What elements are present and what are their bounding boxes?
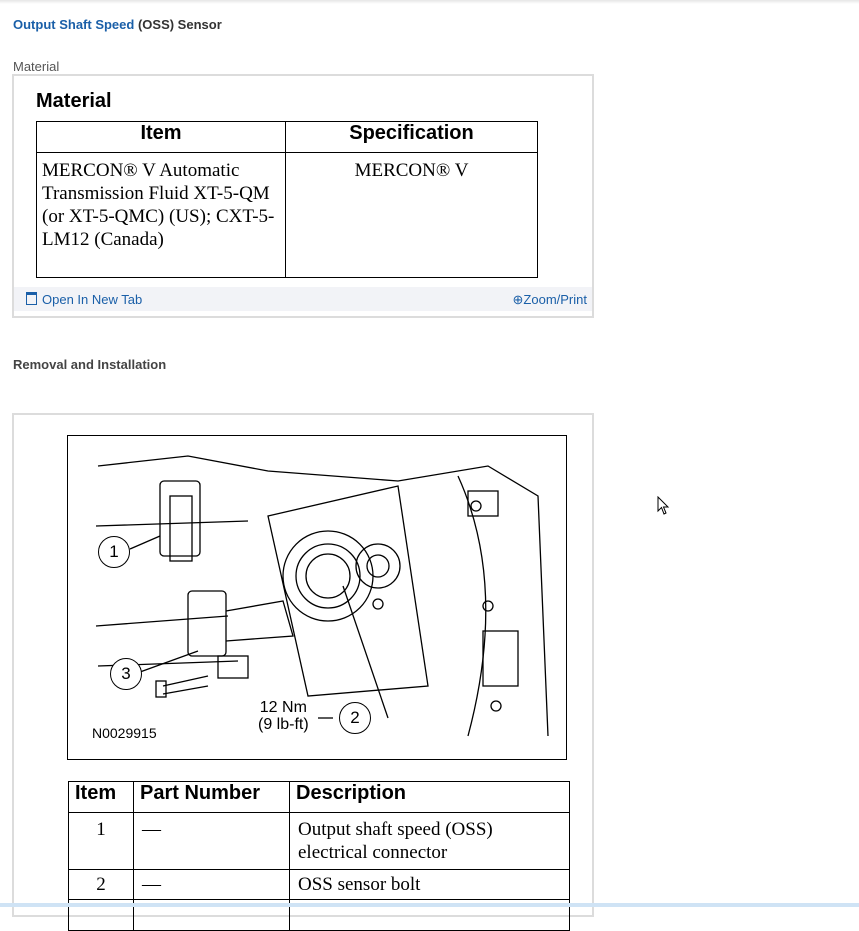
title-rest: (OSS) Sensor bbox=[134, 17, 222, 32]
table-row bbox=[69, 813, 570, 870]
transmission-drawing bbox=[68, 436, 566, 759]
desc-cell: OSS sensor bolt bbox=[290, 870, 570, 900]
item-cell: 2 bbox=[69, 870, 134, 900]
removal-panel bbox=[12, 413, 594, 917]
col-item: Item bbox=[69, 782, 134, 813]
page-title bbox=[13, 17, 222, 32]
title-link[interactable]: Output Shaft Speed bbox=[13, 17, 135, 32]
table-row bbox=[37, 153, 538, 278]
part-cell: — bbox=[134, 813, 290, 870]
parts-table bbox=[68, 781, 570, 931]
callout-2: 2 bbox=[339, 702, 371, 734]
zoom-print-link[interactable] bbox=[513, 292, 587, 308]
open-tab-label: Open In New Tab bbox=[42, 292, 143, 307]
callout-3: 3 bbox=[110, 658, 142, 690]
material-panel bbox=[12, 74, 594, 318]
item-cell: 1 bbox=[69, 813, 134, 870]
panel-footer bbox=[14, 287, 592, 311]
col-description: Description bbox=[290, 782, 570, 813]
col-spec: Specification bbox=[286, 122, 538, 153]
col-item: Item bbox=[37, 122, 286, 153]
col-part-number: Part Number bbox=[134, 782, 290, 813]
part-cell: — bbox=[134, 870, 290, 900]
figure-id: N0029915 bbox=[92, 725, 157, 741]
bottom-edge bbox=[0, 903, 859, 907]
mouse-cursor-icon bbox=[657, 496, 671, 521]
material-heading: Material bbox=[36, 90, 112, 112]
top-shadow bbox=[0, 0, 859, 4]
item-cell: MERCON® V Automatic Transmission Fluid XT-5-QM (or XT-5-QMC) (US); CXT-5-LM12 (Canada) bbox=[37, 153, 286, 278]
removal-heading: Removal and Installation bbox=[13, 357, 167, 372]
desc-cell: Output shaft speed (OSS) electrical connector bbox=[290, 813, 570, 870]
torque-nm: 12 Nm bbox=[259, 699, 307, 716]
spec-cell: MERCON® V bbox=[286, 153, 538, 278]
table-row bbox=[69, 870, 570, 900]
zoom-in-icon: ⊕ bbox=[512, 292, 524, 307]
open-new-tab-link[interactable] bbox=[26, 292, 142, 307]
callout-1: 1 bbox=[98, 536, 130, 568]
zoom-print-label: Zoom/Print bbox=[523, 292, 587, 307]
torque-lbft: (9 lb-ft) bbox=[258, 716, 309, 733]
open-tab-icon bbox=[26, 292, 37, 305]
oss-illustration[interactable] bbox=[67, 435, 567, 760]
material-table bbox=[36, 121, 538, 278]
material-label: Material bbox=[13, 59, 60, 74]
torque-spec bbox=[258, 699, 309, 733]
